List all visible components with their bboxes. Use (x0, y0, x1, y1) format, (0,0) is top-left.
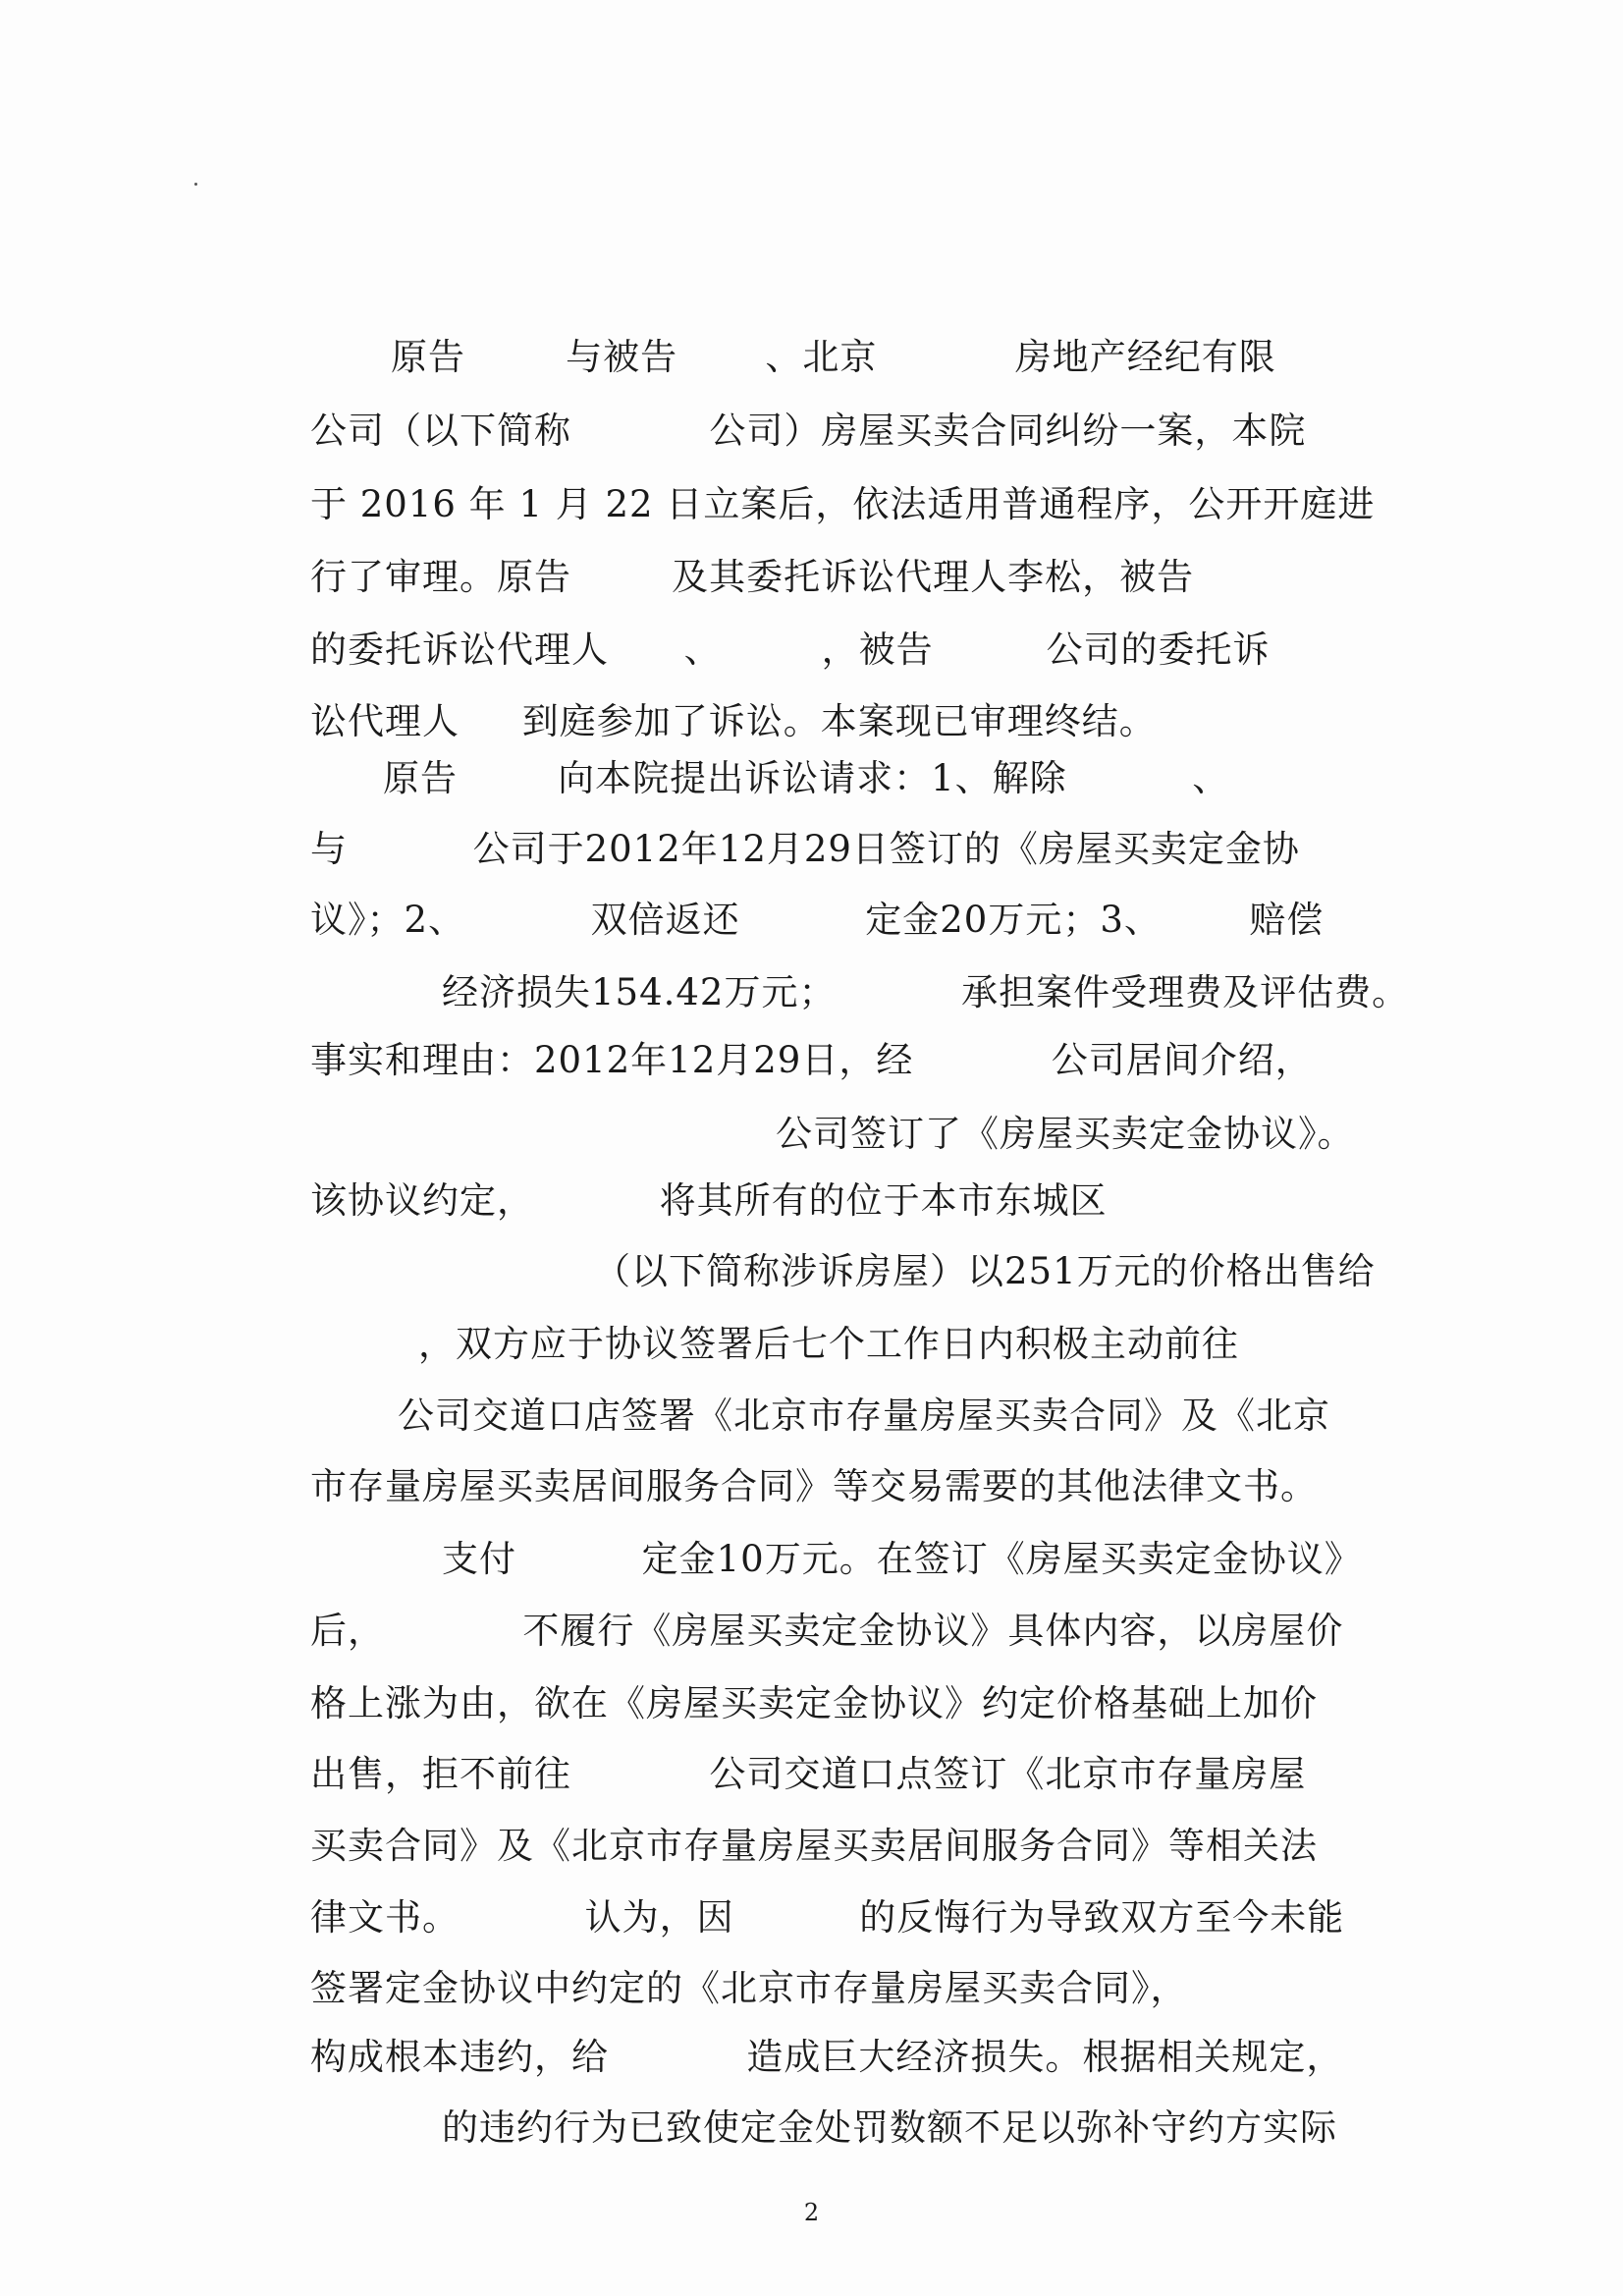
paragraph-line: 于 2016 年 1 月 22 日立案后，依法适用普通程序，公开开庭进 (310, 483, 1376, 525)
paragraph-line: 的委托诉讼代理人 、 ，被告 公司的委托诉 (310, 629, 1271, 671)
paragraph-line: 律文书。 认为，因 的反悔行为导致双方至今未能 (310, 1896, 1345, 1939)
paragraph-line: 议》；2、 双倍返还 定金20万元；3、 赔偿 (310, 899, 1325, 941)
paragraph-line: 市存量房屋买卖居间服务合同》等交易需要的其他法律文书。 (310, 1465, 1318, 1507)
paragraph-line: （以下简称涉诉房屋）以251万元的价格出售给 (594, 1250, 1376, 1292)
paragraph-line: 该协议约定， 将其所有的位于本市东城区 (310, 1179, 1108, 1222)
paragraph-line: 事实和理由：2012年12月29日，经 公司居间介绍， (310, 1039, 1313, 1081)
paragraph-line: 签署定金协议中约定的《北京市存量房屋买卖合同》， (310, 1967, 1188, 2009)
paragraph-line: 行了审理。原告 及其委托诉讼代理人李松，被告 (310, 556, 1195, 598)
paragraph-line: 公司交道口店签署《北京市存量房屋买卖合同》及《北京 (398, 1394, 1330, 1437)
paragraph-line: 讼代理人 到庭参加了诉讼。本案现已审理终结。 (310, 700, 1157, 742)
paragraph-line: 格上涨为由，欲在《房屋买卖定金协议》约定价格基础上加价 (310, 1682, 1318, 1724)
paragraph-line: 原告 向本院提出诉讼请求：1、解除 、 (383, 757, 1230, 799)
paragraph-line: 的违约行为已致使定金处罚数额不足以弥补守约方实际 (442, 2106, 1337, 2149)
paragraph-line: 构成根本违约，给 造成巨大经济损失。根据相关规定， (310, 2036, 1344, 2078)
paragraph-line: 买卖合同》及《北京市存量房屋买卖居间服务合同》等相关法 (310, 1825, 1318, 1867)
scan-speck (194, 183, 197, 186)
paragraph-line: 原告 与被告 、北京 房地产经纪有限 (391, 336, 1276, 378)
paragraph-line: ，双方应于协议签署后七个工作日内积极主动前往 (418, 1323, 1239, 1365)
paragraph-line: 出售，拒不前往 公司交道口点签订《北京市存量房屋 (310, 1753, 1307, 1795)
paragraph-line: 公司签订了《房屋买卖定金协议》。 (776, 1113, 1355, 1155)
paragraph-line: 公司（以下简称 公司）房屋买卖合同纠纷一案，本院 (310, 410, 1307, 452)
paragraph-line: 后， 不履行《房屋买卖定金协议》具体内容，以房屋价 (310, 1610, 1344, 1652)
paragraph-line: 支付 定金10万元。在签订《房屋买卖定金协议》 (442, 1538, 1362, 1580)
paragraph-line: 与 公司于2012年12月29日签订的《房屋买卖定金协 (310, 828, 1300, 870)
page-number: 2 (803, 2199, 820, 2226)
paragraph-line: 经济损失154.42万元； 承担案件受理费及评估费。 (442, 971, 1410, 1013)
